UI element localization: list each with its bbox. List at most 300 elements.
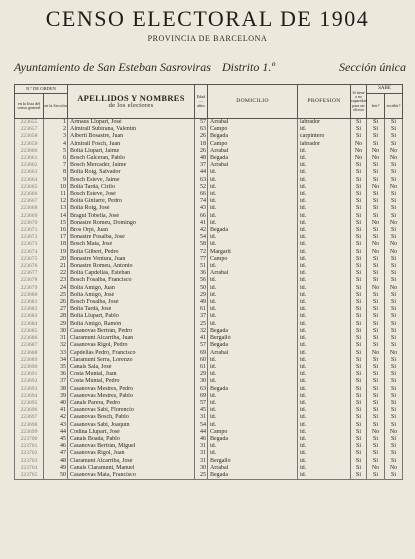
row-age: 29 bbox=[195, 292, 208, 299]
row-general-number: 223698 bbox=[15, 422, 44, 429]
row-sabe-escribir: Si bbox=[385, 256, 403, 263]
row-capacidad: Si bbox=[351, 177, 367, 184]
row-section-number: 8 bbox=[44, 169, 68, 176]
row-profesion: id. bbox=[298, 169, 351, 176]
row-profesion: id. bbox=[298, 234, 351, 241]
row-capacidad: Si bbox=[351, 386, 367, 393]
row-sabe-leer: Si bbox=[367, 321, 385, 328]
row-elector-name: Boltà Gilbert, Pedro bbox=[68, 249, 195, 256]
row-age: 57 bbox=[195, 119, 208, 127]
row-age: 57 bbox=[195, 400, 208, 407]
row-domicilio: Begada bbox=[208, 328, 298, 335]
row-elector-name: Casanovas Bosch, Pablo bbox=[68, 414, 195, 421]
col-orden-seccion-header: en la Sección bbox=[44, 94, 68, 119]
row-profesion: labrador bbox=[298, 119, 351, 127]
row-age: 44 bbox=[195, 429, 208, 436]
row-general-number: 223666 bbox=[15, 191, 44, 198]
municipality-label: Ayuntamiento de San Esteban Sasroviras bbox=[14, 60, 211, 74]
row-general-number: 223673 bbox=[15, 241, 44, 248]
row-general-number: 223668 bbox=[15, 205, 44, 212]
row-sabe-leer: Si bbox=[367, 443, 385, 450]
row-elector-name: Boltà Roig, Salvador bbox=[68, 169, 195, 176]
row-profesion: id. bbox=[298, 450, 351, 457]
table-row bbox=[15, 169, 403, 176]
row-sabe-leer: No bbox=[367, 249, 385, 256]
row-elector-name: Casanovas Mestres, Pedro bbox=[68, 386, 195, 393]
row-elector-name: Bonastre Ventura, Juan bbox=[68, 256, 195, 263]
row-sabe-escribir: Si bbox=[385, 378, 403, 385]
row-age: 61 bbox=[195, 364, 208, 371]
row-section-number: 26 bbox=[44, 299, 68, 306]
row-elector-name: Alberti Bosastre, Juan bbox=[68, 133, 195, 140]
table-row bbox=[15, 458, 403, 465]
row-sabe-escribir: Si bbox=[385, 263, 403, 270]
row-profesion: id. bbox=[298, 400, 351, 407]
table-row bbox=[15, 133, 403, 140]
row-profesion: id. bbox=[298, 306, 351, 313]
row-capacidad: Si bbox=[351, 241, 367, 248]
table-row bbox=[15, 198, 403, 205]
row-sabe-escribir: Si bbox=[385, 169, 403, 176]
row-sabe-escribir: No bbox=[385, 249, 403, 256]
row-section-number: 10 bbox=[44, 184, 68, 191]
row-elector-name: Casanovas Bertrán, Pedro bbox=[68, 328, 195, 335]
row-section-number: 24 bbox=[44, 285, 68, 292]
table-row bbox=[15, 191, 403, 198]
row-profesion: id. bbox=[298, 335, 351, 342]
row-sabe-leer: No bbox=[367, 220, 385, 227]
row-sabe-leer: Si bbox=[367, 393, 385, 400]
row-profesion: id. bbox=[298, 393, 351, 400]
section-label: Sección única bbox=[339, 60, 406, 74]
row-domicilio: id. bbox=[208, 213, 298, 220]
row-domicilio: Begada bbox=[208, 386, 298, 393]
row-capacidad: Si bbox=[351, 213, 367, 220]
row-elector-name: Bonastre Fosalba, José bbox=[68, 234, 195, 241]
row-sabe-escribir: Si bbox=[385, 436, 403, 443]
row-general-number: 223691 bbox=[15, 371, 44, 378]
row-section-number: 1 bbox=[44, 119, 68, 127]
row-capacidad: Si bbox=[351, 378, 367, 385]
row-elector-name: Claramunt Serra, Lorenzo bbox=[68, 357, 195, 364]
row-domicilio: Bergalló bbox=[208, 458, 298, 465]
row-age: 30 bbox=[195, 465, 208, 472]
row-general-number: 223659 bbox=[15, 141, 44, 148]
row-profesion: id. bbox=[298, 220, 351, 227]
table-row bbox=[15, 227, 403, 234]
row-profesion: id. bbox=[298, 256, 351, 263]
row-age: 69 bbox=[195, 393, 208, 400]
row-elector-name: Costa Muntal, Juan bbox=[68, 371, 195, 378]
row-sabe-leer: Si bbox=[367, 119, 385, 127]
row-section-number: 42 bbox=[44, 414, 68, 421]
row-domicilio: Margarit bbox=[208, 249, 298, 256]
row-capacidad: Si bbox=[351, 191, 367, 198]
row-general-number: 223685 bbox=[15, 328, 44, 335]
row-sabe-leer: Si bbox=[367, 407, 385, 414]
table-row bbox=[15, 249, 403, 256]
row-general-number: 223680 bbox=[15, 292, 44, 299]
row-section-number: 31 bbox=[44, 335, 68, 342]
row-capacidad: Si bbox=[351, 234, 367, 241]
row-age: 32 bbox=[195, 328, 208, 335]
row-general-number: 223679 bbox=[15, 285, 44, 292]
row-domicilio: id. bbox=[208, 400, 298, 407]
row-capacidad: Si bbox=[351, 198, 367, 205]
row-sabe-escribir: Si bbox=[385, 328, 403, 335]
row-sabe-escribir: Si bbox=[385, 213, 403, 220]
table-row bbox=[15, 378, 403, 385]
row-domicilio: id. bbox=[208, 378, 298, 385]
row-domicilio: id. bbox=[208, 371, 298, 378]
row-general-number: 223677 bbox=[15, 270, 44, 277]
row-sabe-escribir: No bbox=[385, 148, 403, 155]
row-capacidad: Si bbox=[351, 256, 367, 263]
row-general-number: 223697 bbox=[15, 414, 44, 421]
row-profesion: id. bbox=[298, 191, 351, 198]
row-profesion: id. bbox=[298, 148, 351, 155]
row-domicilio: id. bbox=[208, 414, 298, 421]
table-row bbox=[15, 292, 403, 299]
row-general-number: 223665 bbox=[15, 184, 44, 191]
row-sabe-escribir: Si bbox=[385, 393, 403, 400]
row-sabe-leer: Si bbox=[367, 292, 385, 299]
table-row bbox=[15, 357, 403, 364]
row-elector-name: Boltà Roig, José bbox=[68, 205, 195, 212]
row-profesion: id. bbox=[298, 378, 351, 385]
row-sabe-escribir: Si bbox=[385, 414, 403, 421]
row-domicilio: Arrabal bbox=[208, 350, 298, 357]
row-capacidad: Si bbox=[351, 465, 367, 472]
page-title: CENSO ELECTORAL DE 1904 bbox=[45, 6, 370, 31]
row-sabe-leer: Si bbox=[367, 126, 385, 133]
row-sabe-leer: Si bbox=[367, 422, 385, 429]
row-profesion: id. bbox=[298, 213, 351, 220]
row-domicilio: Begada bbox=[208, 472, 298, 480]
row-sabe-escribir: Si bbox=[385, 299, 403, 306]
row-sabe-escribir: Si bbox=[385, 205, 403, 212]
row-sabe-leer: No bbox=[367, 429, 385, 436]
row-profesion: id. bbox=[298, 270, 351, 277]
row-elector-name: Almirall Fosch, Juan bbox=[68, 141, 195, 148]
row-sabe-leer: Si bbox=[367, 472, 385, 480]
table-row bbox=[15, 299, 403, 306]
table-row bbox=[15, 400, 403, 407]
row-sabe-escribir: No bbox=[385, 285, 403, 292]
row-capacidad: Si bbox=[351, 400, 367, 407]
table-row bbox=[15, 263, 403, 270]
table-row bbox=[15, 213, 403, 220]
row-elector-name: Casanovas Sabi, Joaquín bbox=[68, 422, 195, 429]
row-sabe-leer: Si bbox=[367, 400, 385, 407]
row-profesion: id. bbox=[298, 285, 351, 292]
row-elector-name: Boltà Llupart, Pablo bbox=[68, 313, 195, 320]
row-domicilio: id. bbox=[208, 393, 298, 400]
col-apellidos-title: APELLIDOS Y NOMBRES bbox=[77, 92, 185, 103]
row-sabe-leer: Si bbox=[367, 162, 385, 169]
row-sabe-leer: No bbox=[367, 241, 385, 248]
row-profesion: id. bbox=[298, 414, 351, 421]
row-general-number: 223675 bbox=[15, 256, 44, 263]
row-elector-name: Boltà Amigó, José bbox=[68, 292, 195, 299]
row-capacidad: Si bbox=[351, 292, 367, 299]
row-age: 26 bbox=[195, 133, 208, 140]
row-age: 63 bbox=[195, 177, 208, 184]
row-sabe-escribir: Si bbox=[385, 191, 403, 198]
row-capacidad: No bbox=[351, 155, 367, 162]
row-section-number: 30 bbox=[44, 328, 68, 335]
row-sabe-leer: Si bbox=[367, 313, 385, 320]
row-domicilio: Begada bbox=[208, 155, 298, 162]
col-profesion-header: PROFESION bbox=[298, 85, 351, 119]
row-age: 48 bbox=[195, 155, 208, 162]
table-row bbox=[15, 386, 403, 393]
row-general-number: 223682 bbox=[15, 306, 44, 313]
row-sabe-escribir: Si bbox=[385, 177, 403, 184]
row-age: 31 bbox=[195, 414, 208, 421]
table-row bbox=[15, 443, 403, 450]
row-profesion: id. bbox=[298, 241, 351, 248]
row-capacidad: Si bbox=[351, 277, 367, 284]
row-elector-name: Boltà Amigó, Ramón bbox=[68, 321, 195, 328]
row-sabe-leer: Si bbox=[367, 450, 385, 457]
row-profesion: id. bbox=[298, 357, 351, 364]
table-row bbox=[15, 277, 403, 284]
row-capacidad: Si bbox=[351, 393, 367, 400]
row-domicilio: Arrabal bbox=[208, 465, 298, 472]
table-row bbox=[15, 414, 403, 421]
row-general-number: 223678 bbox=[15, 277, 44, 284]
row-profesion: id. bbox=[298, 249, 351, 256]
row-domicilio: id. bbox=[208, 299, 298, 306]
row-general-number: 223662 bbox=[15, 162, 44, 169]
row-elector-name: Bosch Fosalba, José bbox=[68, 299, 195, 306]
row-domicilio: Begada bbox=[208, 436, 298, 443]
table-row bbox=[15, 393, 403, 400]
row-capacidad: Si bbox=[351, 227, 367, 234]
row-sabe-escribir: Si bbox=[385, 443, 403, 450]
row-sabe-leer: Si bbox=[367, 378, 385, 385]
row-profesion: id. bbox=[298, 407, 351, 414]
row-domicilio: id. bbox=[208, 241, 298, 248]
row-elector-name: Boltà Capdellàs, Esteban bbox=[68, 270, 195, 277]
row-general-number: 223661 bbox=[15, 155, 44, 162]
row-sabe-leer: Si bbox=[367, 133, 385, 140]
table-row bbox=[15, 313, 403, 320]
row-capacidad: Si bbox=[351, 321, 367, 328]
row-sabe-leer: Si bbox=[367, 414, 385, 421]
row-section-number: 47 bbox=[44, 450, 68, 457]
row-domicilio: Begada bbox=[208, 342, 298, 349]
row-capacidad: Si bbox=[351, 328, 367, 335]
table-row bbox=[15, 364, 403, 371]
row-age: 52 bbox=[195, 184, 208, 191]
row-age: 58 bbox=[195, 241, 208, 248]
row-section-number: 40 bbox=[44, 400, 68, 407]
row-elector-name: Armaus Llupart, José bbox=[68, 119, 195, 127]
row-section-number: 14 bbox=[44, 213, 68, 220]
row-sabe-leer: Si bbox=[367, 335, 385, 342]
row-profesion: id. bbox=[298, 429, 351, 436]
row-domicilio: Campo bbox=[208, 141, 298, 148]
row-sabe-escribir: Si bbox=[385, 227, 403, 234]
row-capacidad: Si bbox=[351, 306, 367, 313]
row-elector-name: Boltà Amigó, Juan bbox=[68, 285, 195, 292]
row-capacidad: Si bbox=[351, 119, 367, 127]
row-sabe-escribir: Si bbox=[385, 386, 403, 393]
row-capacidad: Si bbox=[351, 414, 367, 421]
row-capacidad: Si bbox=[351, 357, 367, 364]
row-domicilio: id. bbox=[208, 321, 298, 328]
table-row bbox=[15, 155, 403, 162]
row-profesion: id. bbox=[298, 321, 351, 328]
row-domicilio: id. bbox=[208, 443, 298, 450]
row-section-number: 3 bbox=[44, 133, 68, 140]
table-row bbox=[15, 465, 403, 472]
row-section-number: 15 bbox=[44, 220, 68, 227]
row-domicilio: Begada bbox=[208, 227, 298, 234]
row-sabe-leer: Si bbox=[367, 328, 385, 335]
row-sabe-escribir: Si bbox=[385, 342, 403, 349]
row-sabe-leer: Si bbox=[367, 270, 385, 277]
row-section-number: 38 bbox=[44, 386, 68, 393]
row-general-number: 223663 bbox=[15, 169, 44, 176]
row-general-number: 223660 bbox=[15, 148, 44, 155]
row-age: 46 bbox=[195, 436, 208, 443]
row-general-number: 223655 bbox=[15, 119, 44, 127]
row-profesion: id. bbox=[298, 205, 351, 212]
row-profesion: carpintero bbox=[298, 133, 351, 140]
row-domicilio: Arrabal bbox=[208, 119, 298, 127]
row-sabe-leer: No bbox=[367, 465, 385, 472]
row-general-number: 223687 bbox=[15, 342, 44, 349]
row-section-number: 17 bbox=[44, 234, 68, 241]
row-general-number: 223689 bbox=[15, 357, 44, 364]
row-age: 61 bbox=[195, 306, 208, 313]
row-section-number: 27 bbox=[44, 306, 68, 313]
row-domicilio: id. bbox=[208, 220, 298, 227]
col-leer-header: leer? bbox=[367, 94, 385, 119]
table-row bbox=[15, 205, 403, 212]
row-capacidad: Si bbox=[351, 263, 367, 270]
row-profesion: id. bbox=[298, 292, 351, 299]
row-sabe-leer: Si bbox=[367, 169, 385, 176]
row-section-number: 35 bbox=[44, 364, 68, 371]
row-profesion: id. bbox=[298, 198, 351, 205]
table-header bbox=[15, 85, 403, 119]
row-domicilio: id. bbox=[208, 357, 298, 364]
row-sabe-leer: Si bbox=[367, 458, 385, 465]
row-sabe-leer: Si bbox=[367, 205, 385, 212]
row-sabe-leer: Si bbox=[367, 364, 385, 371]
row-elector-name: Casanovas Rigol, Juan bbox=[68, 450, 195, 457]
row-capacidad: Si bbox=[351, 162, 367, 169]
row-profesion: id. bbox=[298, 162, 351, 169]
row-general-number: 223671 bbox=[15, 227, 44, 234]
row-sabe-escribir: Si bbox=[385, 458, 403, 465]
row-age: 72 bbox=[195, 249, 208, 256]
row-section-number: 32 bbox=[44, 342, 68, 349]
row-sabe-escribir: Si bbox=[385, 371, 403, 378]
row-domicilio: id. bbox=[208, 205, 298, 212]
row-sabe-leer: Si bbox=[367, 371, 385, 378]
row-general-number: 223693 bbox=[15, 386, 44, 393]
row-capacidad: Si bbox=[351, 436, 367, 443]
row-capacidad: Si bbox=[351, 422, 367, 429]
row-sabe-leer: No bbox=[367, 155, 385, 162]
row-profesion: id. bbox=[298, 386, 351, 393]
row-elector-name: Claramunt Alcarriba, Juan bbox=[68, 335, 195, 342]
row-sabe-escribir: Si bbox=[385, 126, 403, 133]
row-age: 57 bbox=[195, 342, 208, 349]
row-elector-name: Bosch Esteve, José bbox=[68, 191, 195, 198]
row-section-number: 18 bbox=[44, 241, 68, 248]
row-elector-name: Capdellàs Pedró, Francisco bbox=[68, 350, 195, 357]
row-elector-name: Codina Llupart, José bbox=[68, 429, 195, 436]
row-sabe-leer: No bbox=[367, 350, 385, 357]
row-capacidad: Si bbox=[351, 443, 367, 450]
row-sabe-leer: Si bbox=[367, 342, 385, 349]
row-capacidad: Si bbox=[351, 126, 367, 133]
row-section-number: 29 bbox=[44, 321, 68, 328]
row-general-number: 223692 bbox=[15, 378, 44, 385]
row-section-number: 11 bbox=[44, 191, 68, 198]
row-elector-name: Bonastre Romeu, Antonio bbox=[68, 263, 195, 270]
row-general-number: 223690 bbox=[15, 364, 44, 371]
table-row bbox=[15, 141, 403, 148]
row-age: 66 bbox=[195, 191, 208, 198]
row-profesion: id. bbox=[298, 263, 351, 270]
col-apellidos-header bbox=[68, 85, 195, 119]
table-body bbox=[15, 119, 403, 480]
col-orden-general-header: en la lista del censo general bbox=[15, 94, 44, 119]
row-age: 63 bbox=[195, 126, 208, 133]
col-capacidad-header: Si tiene o no capacidad para ser elector bbox=[351, 85, 367, 119]
table-row bbox=[15, 270, 403, 277]
row-elector-name: Costa Muntal, Pedro bbox=[68, 378, 195, 385]
row-elector-name: Casanovas Sabi, Florencio bbox=[68, 407, 195, 414]
row-profesion: id. bbox=[298, 184, 351, 191]
row-general-number: 223696 bbox=[15, 407, 44, 414]
row-domicilio: id. bbox=[208, 407, 298, 414]
row-profesion: id. bbox=[298, 313, 351, 320]
table-row bbox=[15, 342, 403, 349]
row-general-number: 223702 bbox=[15, 450, 44, 457]
table-row bbox=[15, 371, 403, 378]
row-section-number: 28 bbox=[44, 313, 68, 320]
row-general-number: 223699 bbox=[15, 429, 44, 436]
row-sabe-escribir: Si bbox=[385, 357, 403, 364]
row-section-number: 13 bbox=[44, 205, 68, 212]
row-sabe-escribir: No bbox=[385, 241, 403, 248]
row-section-number: 16 bbox=[44, 227, 68, 234]
row-capacidad: Si bbox=[351, 220, 367, 227]
row-age: 25 bbox=[195, 321, 208, 328]
row-sabe-escribir: Si bbox=[385, 270, 403, 277]
row-age: 50 bbox=[195, 285, 208, 292]
table-row bbox=[15, 162, 403, 169]
row-sabe-escribir: Si bbox=[385, 313, 403, 320]
row-sabe-leer: No bbox=[367, 148, 385, 155]
row-section-number: 37 bbox=[44, 378, 68, 385]
row-capacidad: Si bbox=[351, 249, 367, 256]
row-sabe-leer: Si bbox=[367, 198, 385, 205]
row-capacidad: Si bbox=[351, 133, 367, 140]
row-sabe-leer: Si bbox=[367, 263, 385, 270]
row-sabe-escribir: No bbox=[385, 220, 403, 227]
row-profesion: id. bbox=[298, 227, 351, 234]
province-subtitle: PROVINCIA DE BARCELONA bbox=[147, 34, 268, 43]
